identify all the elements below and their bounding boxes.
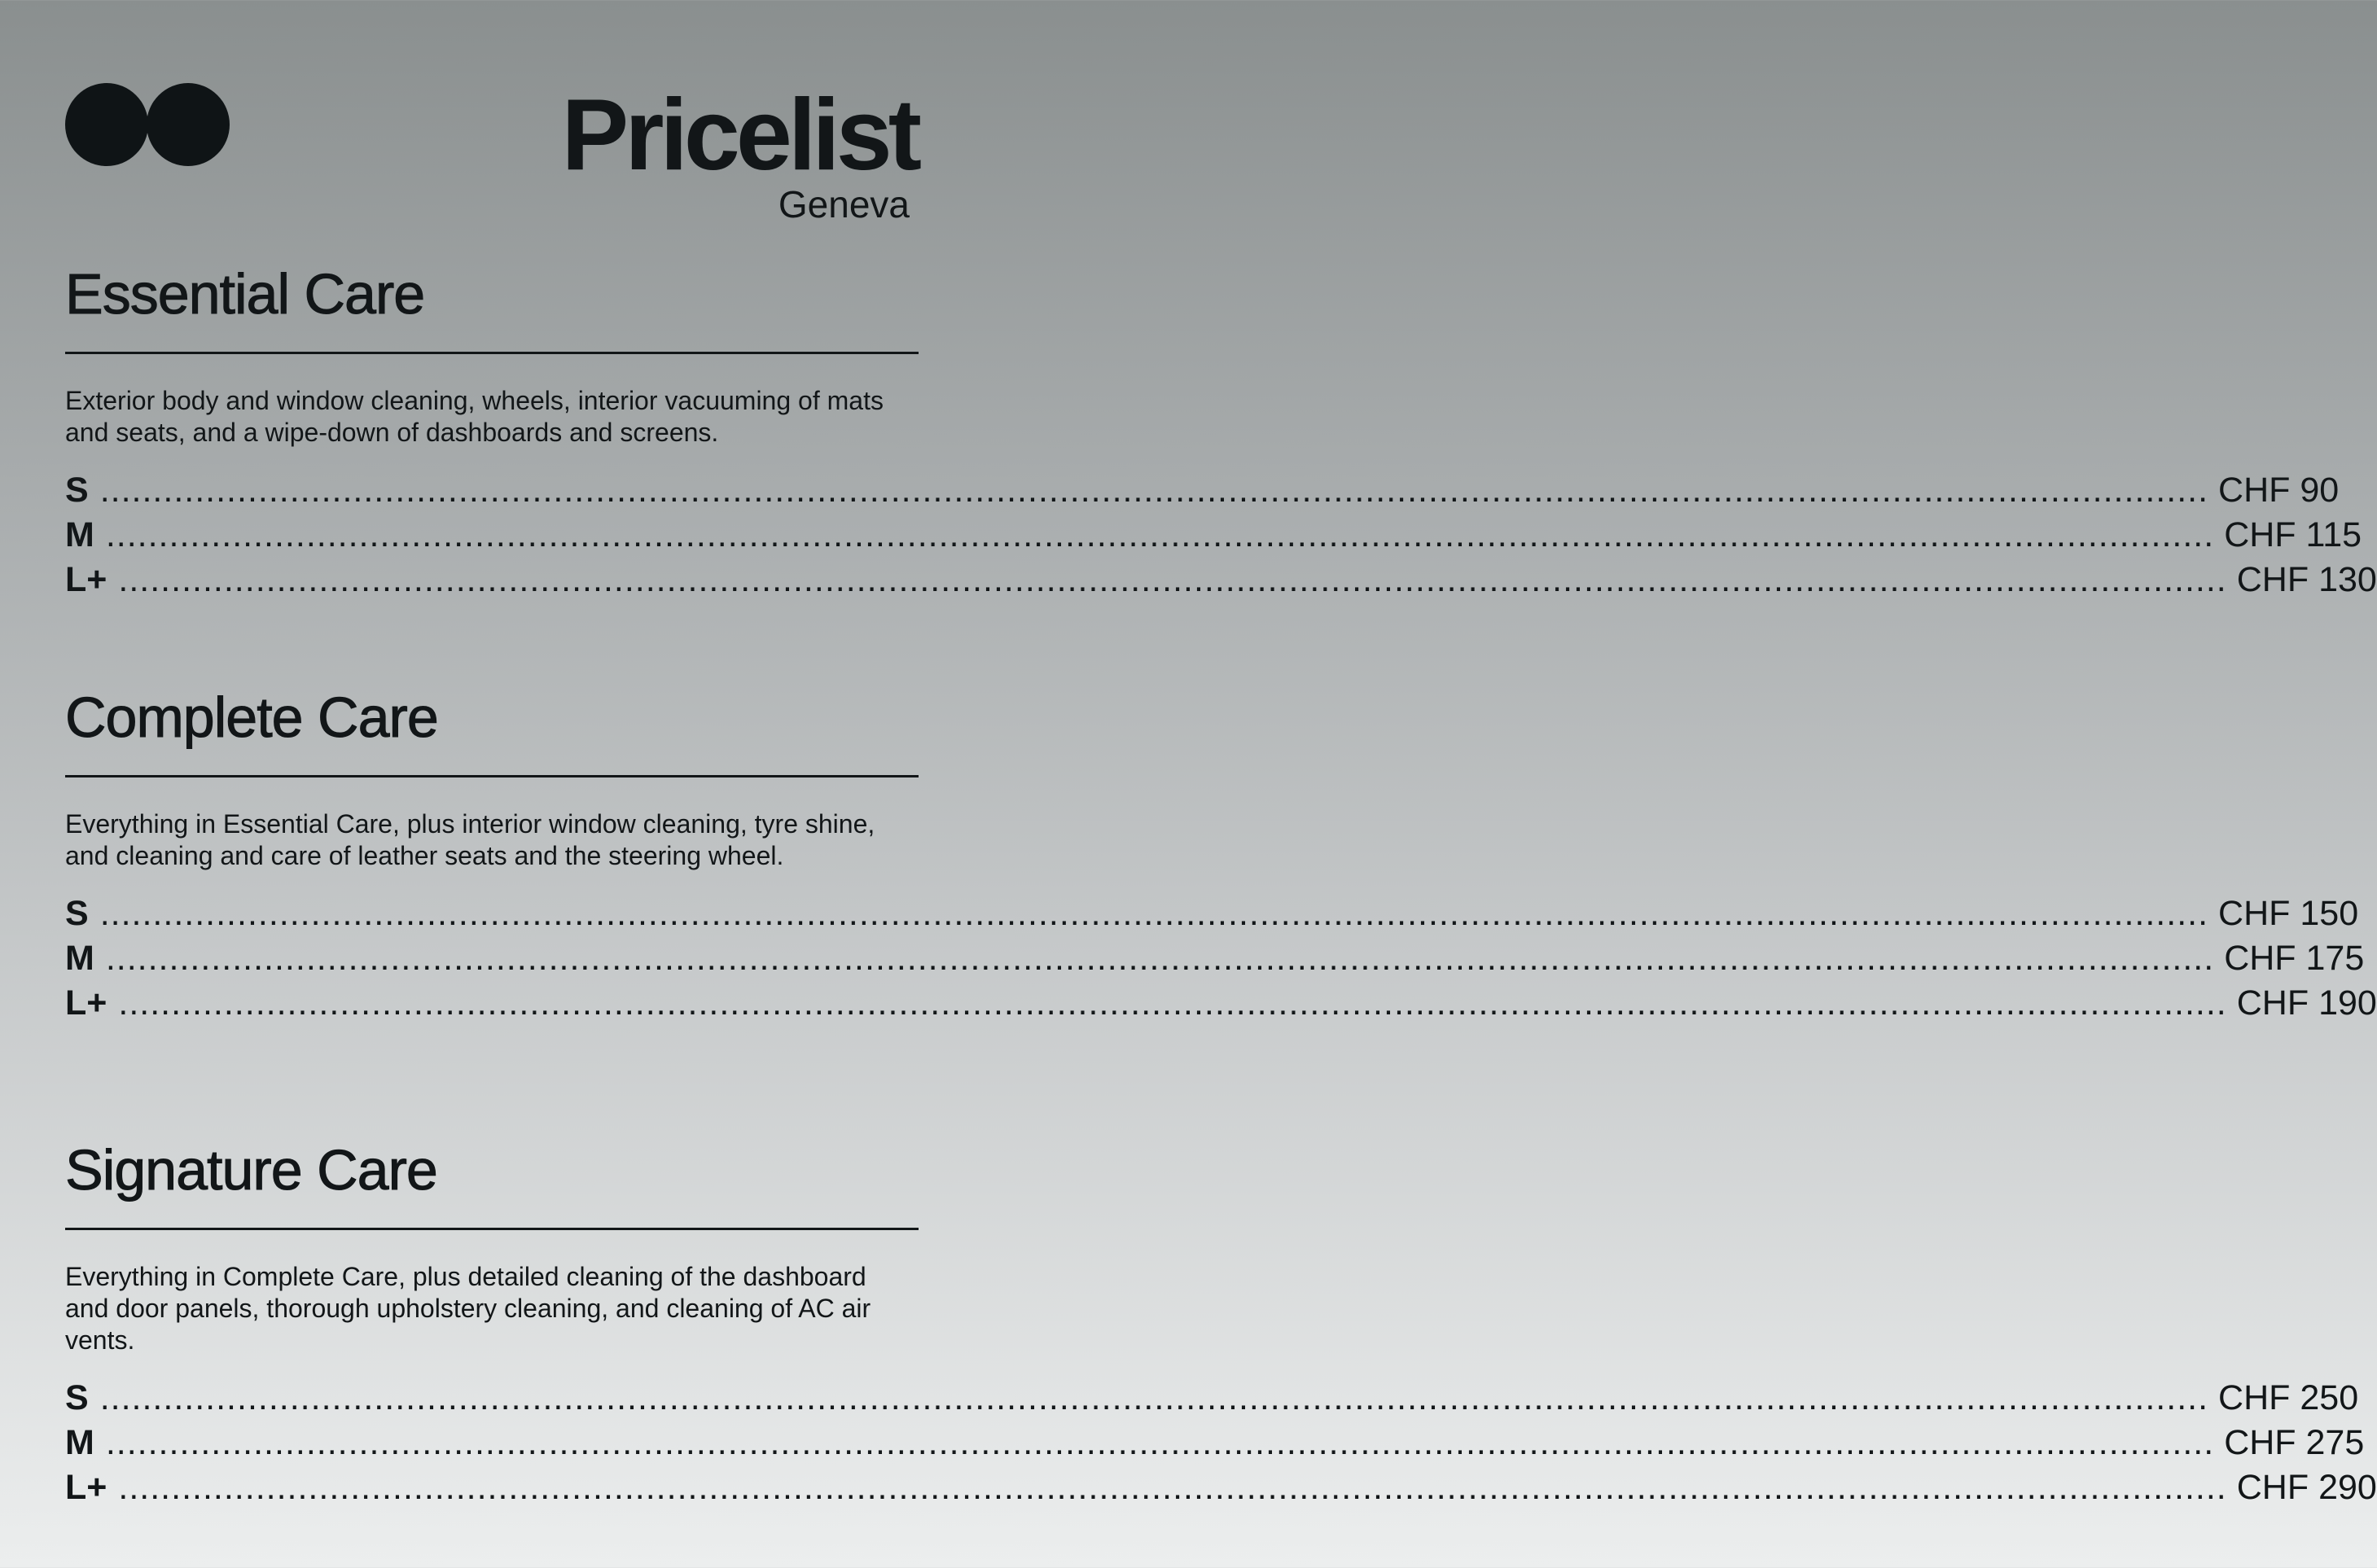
section-title: Essential Care [65,262,425,326]
price-list [65,1376,2377,1510]
price-value: CHF 175 [2224,939,2365,978]
price-value: CHF 275 [2224,1423,2365,1462]
size-label: L+ [65,1468,107,1507]
dot-leader: ........................................................................................................................................................................................................ [118,560,2227,599]
dot-leader: ........................................................................................................................................................................................................ [99,1378,2209,1417]
section-divider [65,352,919,354]
section-essential-care [65,262,2377,602]
page-title: Pricelist [561,79,918,191]
price-value: CHF 115 [2224,515,2362,554]
dot-leader: ........................................................................................................................................................................................................ [118,1468,2227,1507]
price-value: CHF 130 [2236,560,2377,599]
price-value: CHF 190 [2236,983,2377,1023]
price-row [65,936,2365,981]
size-label: M [65,939,94,978]
price-value: CHF 150 [2218,894,2359,933]
size-label: M [65,1423,94,1462]
size-label: M [65,515,94,554]
section-description: Everything in Complete Care, plus detailed cleaning of the dashboard and door panels, thorough upholstery cleaning, and cleaning of AC air vents. [65,1262,871,1355]
price-list [65,468,2377,602]
dot-leader: ........................................................................................................................................................................................................ [105,515,2215,554]
dot-leader: ........................................................................................................................................................................................................ [105,939,2215,978]
price-value: CHF 250 [2218,1378,2359,1417]
page-subtitle-city: Geneva [778,183,910,226]
price-row [65,468,2340,513]
dot-leader: ........................................................................................................................................................................................................ [99,894,2209,933]
section-divider [65,775,919,777]
price-row [65,1465,2377,1510]
two-dots-logo-icon [65,83,230,166]
price-row [65,1376,2359,1421]
price-row [65,1421,2365,1465]
section-complete-care [65,685,2377,1026]
logo-dot-left [65,83,148,166]
price-row [65,981,2377,1026]
price-row [65,513,2362,558]
section-description: Everything in Essential Care, plus interior window cleaning, tyre shine, and cleaning and care of leather seats and the steering wheel. [65,809,875,870]
price-value: CHF 290 [2236,1468,2377,1507]
section-title: Signature Care [65,1138,437,1202]
price-value: CHF 90 [2218,471,2340,510]
dot-leader: ........................................................................................................................................................................................................ [105,1423,2215,1462]
section-title: Complete Care [65,685,438,749]
price-list [65,891,2377,1026]
dot-leader: ........................................................................................................................................................................................................ [118,983,2227,1023]
size-label: S [65,471,89,510]
logo-dot-right [147,83,230,166]
size-label: S [65,894,89,933]
section-signature-care [65,1138,2377,1510]
size-label: L+ [65,983,107,1023]
dot-leader: ........................................................................................................................................................................................................ [99,471,2209,510]
section-divider [65,1228,919,1230]
price-row [65,891,2359,936]
section-description: Exterior body and window cleaning, wheels, interior vacuuming of mats and seats, and a wipe-down of dashboards and screens. [65,386,884,447]
size-label: S [65,1378,89,1417]
size-label: L+ [65,560,107,599]
price-row [65,558,2377,602]
